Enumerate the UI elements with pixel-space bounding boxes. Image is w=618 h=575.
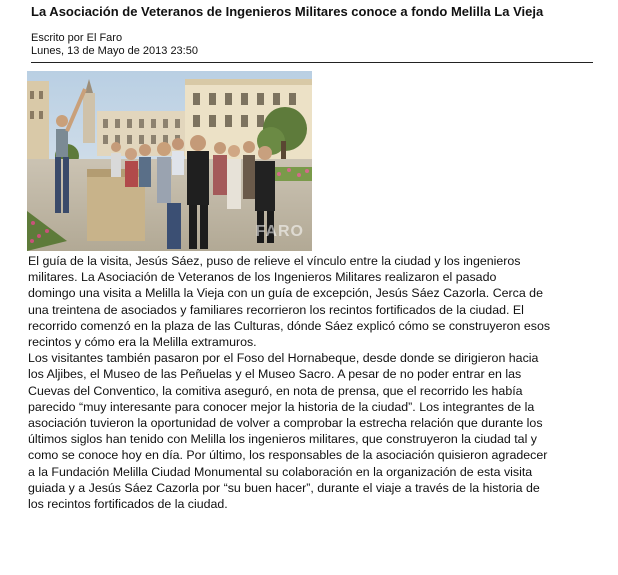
- body-line: los Aljibes, el Museo de las Peñuelas y el Museo Sacro. A pesar de no poder entrar en las: [28, 367, 522, 382]
- article-meta: [31, 32, 198, 58]
- body-line: una treintena de asociados y familiares recorrieron los recintos fortificados de la ciudad. El: [28, 302, 524, 317]
- byline: Escrito por El Faro: [31, 32, 123, 44]
- body-line: como se conoce hoy en día. Por último, los responsables de la asociación quisieron agradecer: [28, 448, 548, 463]
- body-line: recorrido comenzó en la plaza de las Culturas, dónde Sáez explicó cómo se construyeron esos: [28, 318, 551, 333]
- body-line: asociación tuvieron la oportunidad de volver a comprobar la estrecha relación que durante los: [28, 416, 543, 431]
- article-photo: [27, 71, 312, 251]
- body-line: guiada y a Jesús Sáez Cazorla por “su buen hacer”, durante el viaje a través de la historia de: [28, 480, 540, 495]
- article-body: [28, 253, 594, 512]
- body-line: domingo una visita a Melilla la Vieja con un guía de excepción, Jesús Sáez Cazorla. Cerca de: [28, 286, 543, 301]
- body-line: militares. La Asociación de Veteranos de los Ingenieros Militares realizaron el pasado: [28, 270, 497, 285]
- body-line: los recintos fortificados de la ciudad.: [28, 497, 228, 512]
- header-divider: [31, 62, 593, 63]
- body-line: Los visitantes también pasaron por el Foso del Hornabeque, desde donde se dirigieron hacia: [28, 351, 539, 366]
- publish-date: Lunes, 13 de Mayo de 2013 23:50: [31, 45, 198, 57]
- photo-watermark: FARO: [255, 223, 304, 240]
- body-line: últimos siglos han tenido con Melilla los ingenieros militares, que construyeron la ciudad tal y: [28, 432, 537, 447]
- body-line: a la Fundación Melilla Ciudad Monumental su colaboración en la organización de esta visita: [28, 464, 533, 479]
- body-line: parecido “muy interesante para conocer mejor la historia de la ciudad”. Los integrantes de la: [28, 399, 535, 414]
- body-line: recintos y cómo era la Melilla extramuros.: [28, 335, 257, 350]
- body-line: El guía de la visita, Jesús Sáez, puso de relieve el vínculo entre la ciudad y los ingenieros: [28, 254, 521, 268]
- article-title: La Asociación de Veteranos de Ingenieros Militares conoce a fondo Melilla La Vieja: [31, 4, 544, 19]
- body-line: Cuevas del Conventico, la comitiva aseguró, en nota de prensa, que el recorrido les había: [28, 383, 523, 398]
